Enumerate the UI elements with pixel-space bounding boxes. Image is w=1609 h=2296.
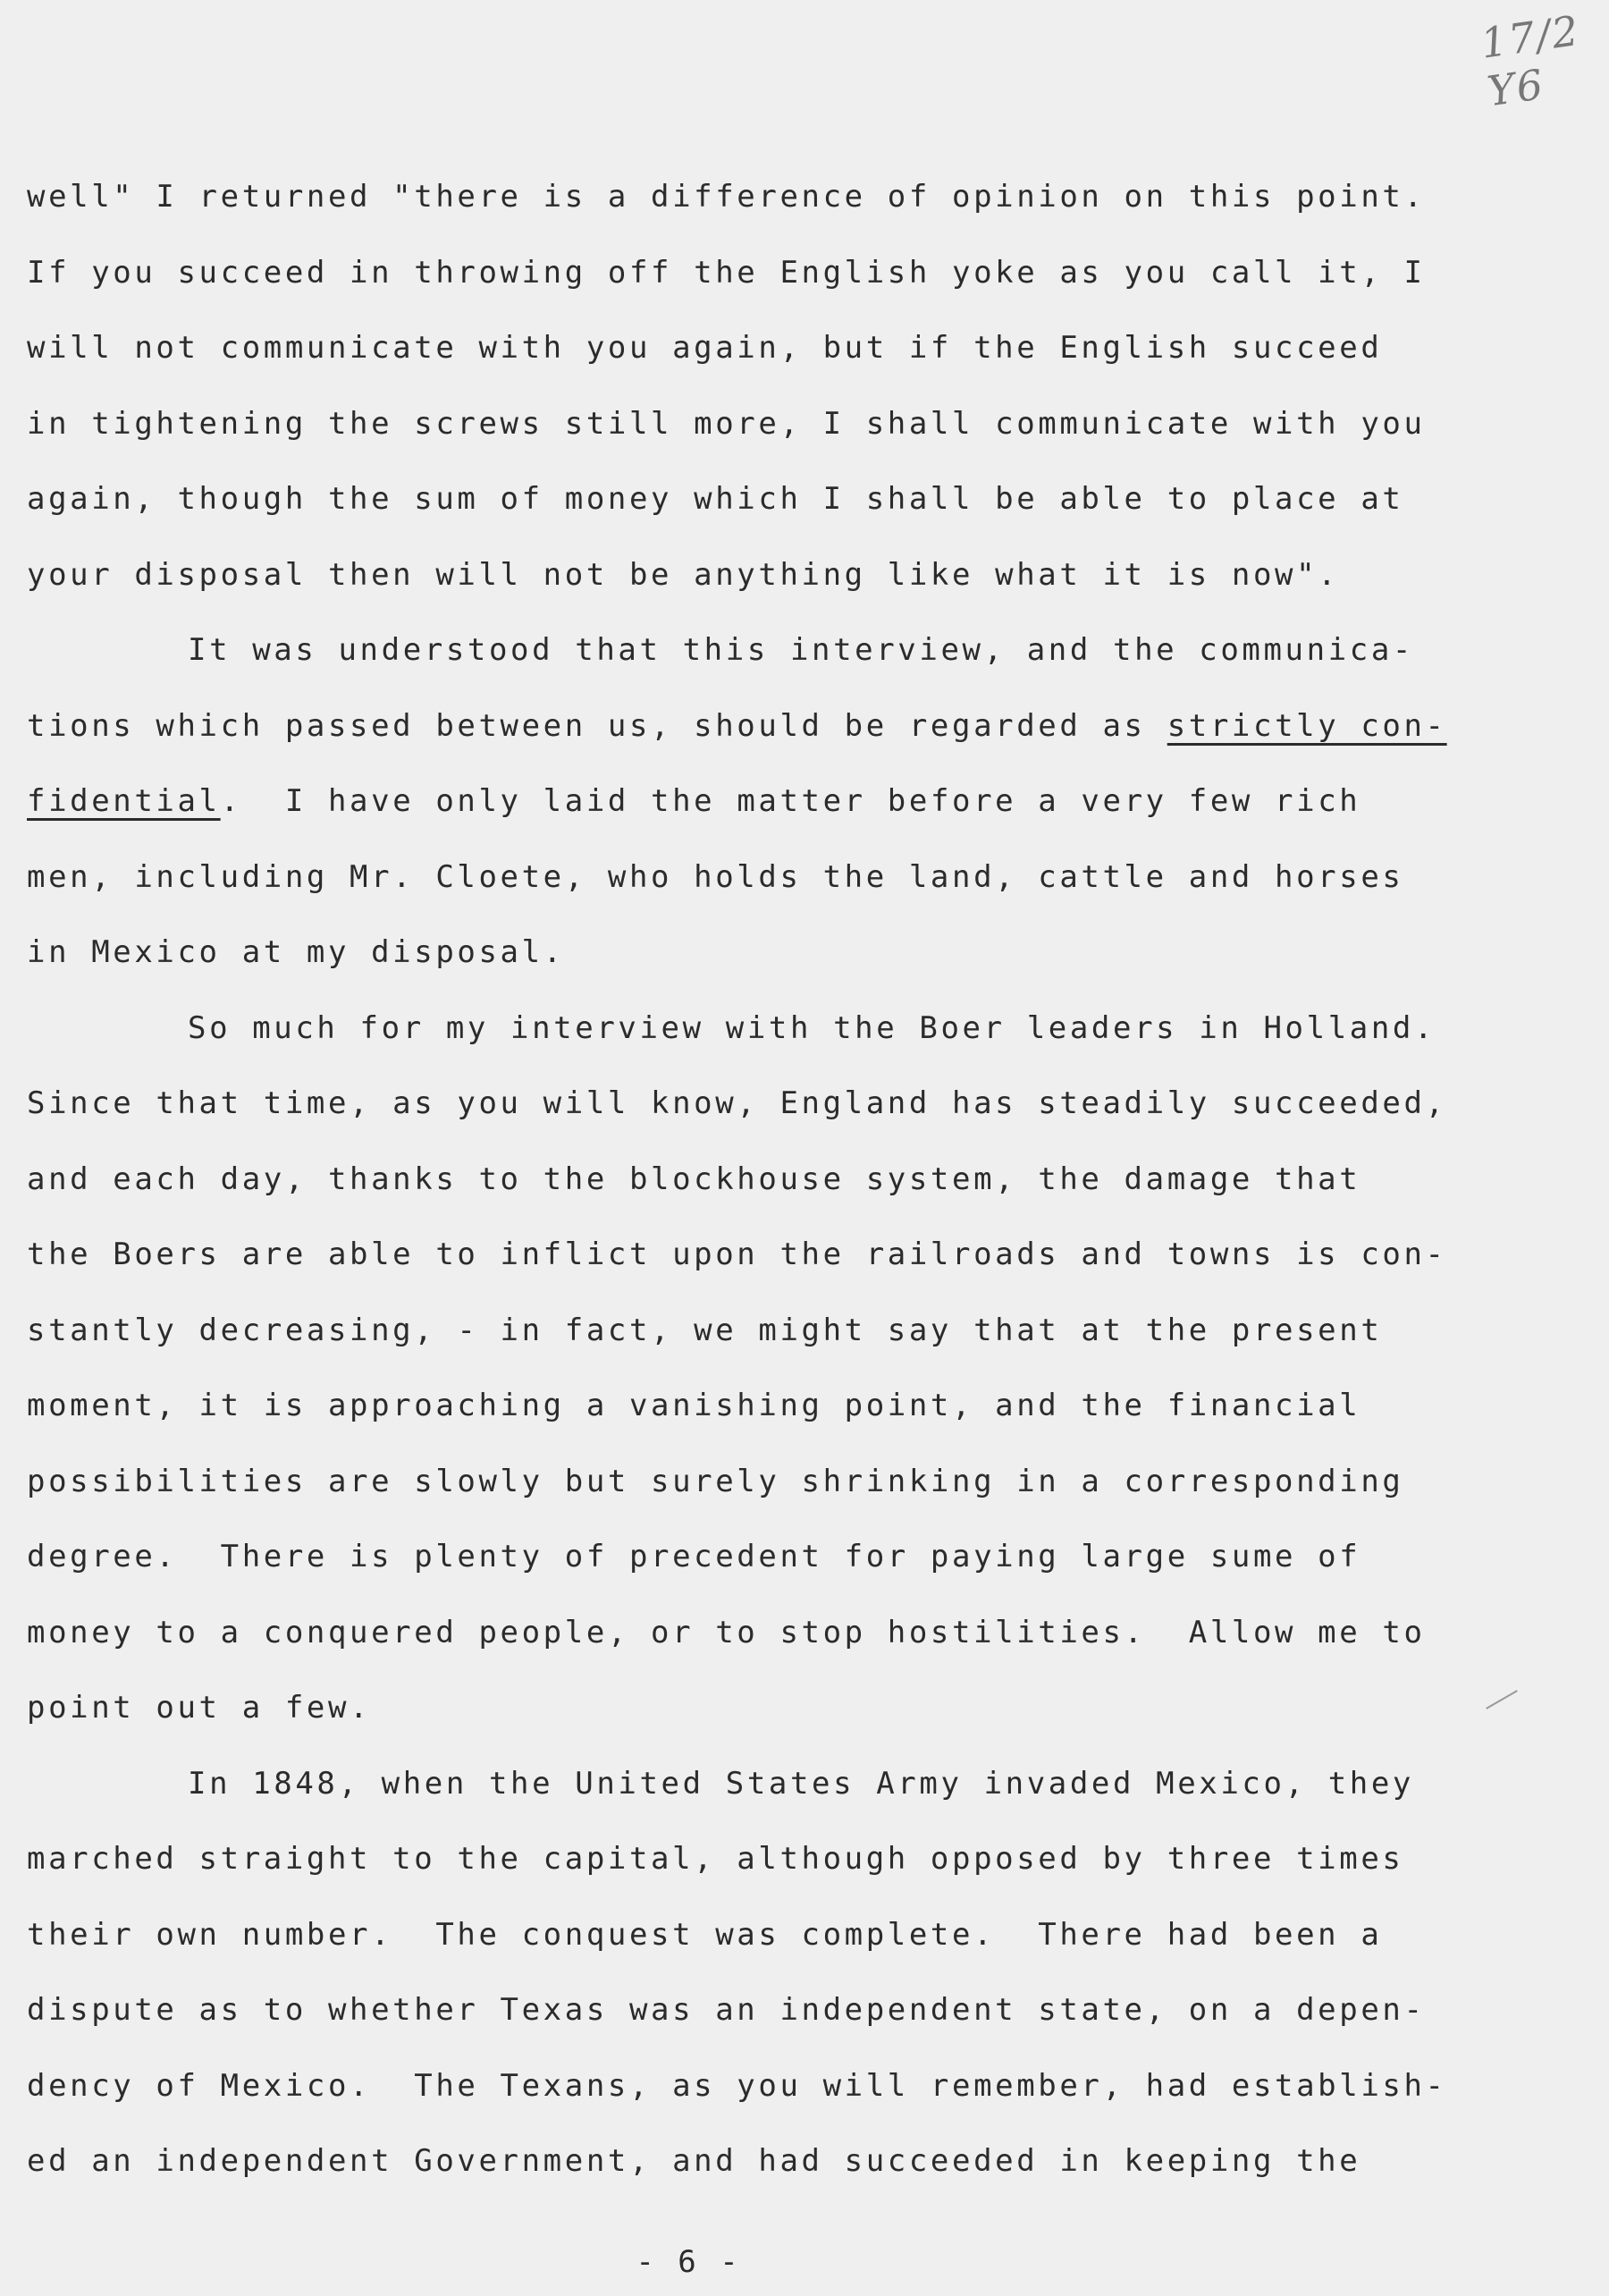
page-number: - 6 -: [636, 2244, 741, 2280]
text-line: [27, 688, 1537, 764]
text-segment: tions which passed between us, should be regarded as: [27, 707, 1146, 744]
text-line: dency of Mexico. The Texans, as you will remember, had establish-: [27, 2067, 1447, 2104]
text-line: So much for my interview with the Boer leaders in Holland.: [188, 1009, 1436, 1046]
text-line: well" I returned "there is a difference of opinion on this point.: [27, 179, 1426, 215]
handwritten-annotation: 17/2 Y6: [1478, 5, 1583, 116]
text-line: In 1848, when the United States Army invaded Mexico, they: [188, 1765, 1414, 1802]
text-line: and each day, thanks to the blockhouse system, the damage that: [27, 1161, 1361, 1197]
underlined-text: strictly con-: [1167, 707, 1447, 744]
body-text: [27, 159, 1537, 2199]
text-line: If you succeed in throwing off the English yoke as you call it, I: [27, 254, 1426, 291]
underlined-text: fidential: [27, 783, 221, 819]
text-line: degree. There is plenty of precedent for paying large sume of: [27, 1539, 1361, 1574]
text-line: again, though the sum of money which I shall be able to place at: [27, 481, 1404, 517]
text-line: their own number. The conquest was complete. There had been a: [27, 1916, 1383, 1953]
text-line: in Mexico at my disposal.: [27, 934, 565, 970]
text-line: in tightening the screws still more, I shall communicate with you: [27, 405, 1426, 442]
text-line: dispute as to whether Texas was an independent state, on a depen-: [27, 1992, 1426, 2028]
text-line: your disposal then will not be anything like what it is now".: [27, 556, 1340, 593]
text-line: moment, it is approaching a vanishing point, and the financial: [27, 1388, 1361, 1423]
text-line: men, including Mr. Cloete, who holds the land, cattle and horses: [27, 858, 1404, 895]
text-line: Since that time, as you will know, England has steadily succeeded,: [27, 1085, 1447, 1121]
text-line: [27, 764, 1537, 840]
text-line: money to a conquered people, or to stop hostilities. Allow me to: [27, 1614, 1426, 1650]
text-line: possibilities are slowly but surely shrinking in a corresponding: [27, 1463, 1404, 1499]
text-line: point out a few.: [27, 1690, 372, 1726]
text-line: marched straight to the capital, although opposed by three times: [27, 1841, 1404, 1877]
text-line: It was understood that this interview, and the communica-: [188, 632, 1414, 668]
text-line: the Boers are able to inflict upon the railroads and towns is con-: [27, 1237, 1447, 1272]
text-line: stantly decreasing, - in fact, we might say that at the present: [27, 1312, 1383, 1348]
text-segment: . I have only laid the matter before a very few rich: [220, 783, 1361, 819]
text-line: ed an independent Government, and had succeeded in keeping the: [27, 2143, 1361, 2179]
text-line: will not communicate with you again, but if the English succeed: [27, 330, 1383, 366]
